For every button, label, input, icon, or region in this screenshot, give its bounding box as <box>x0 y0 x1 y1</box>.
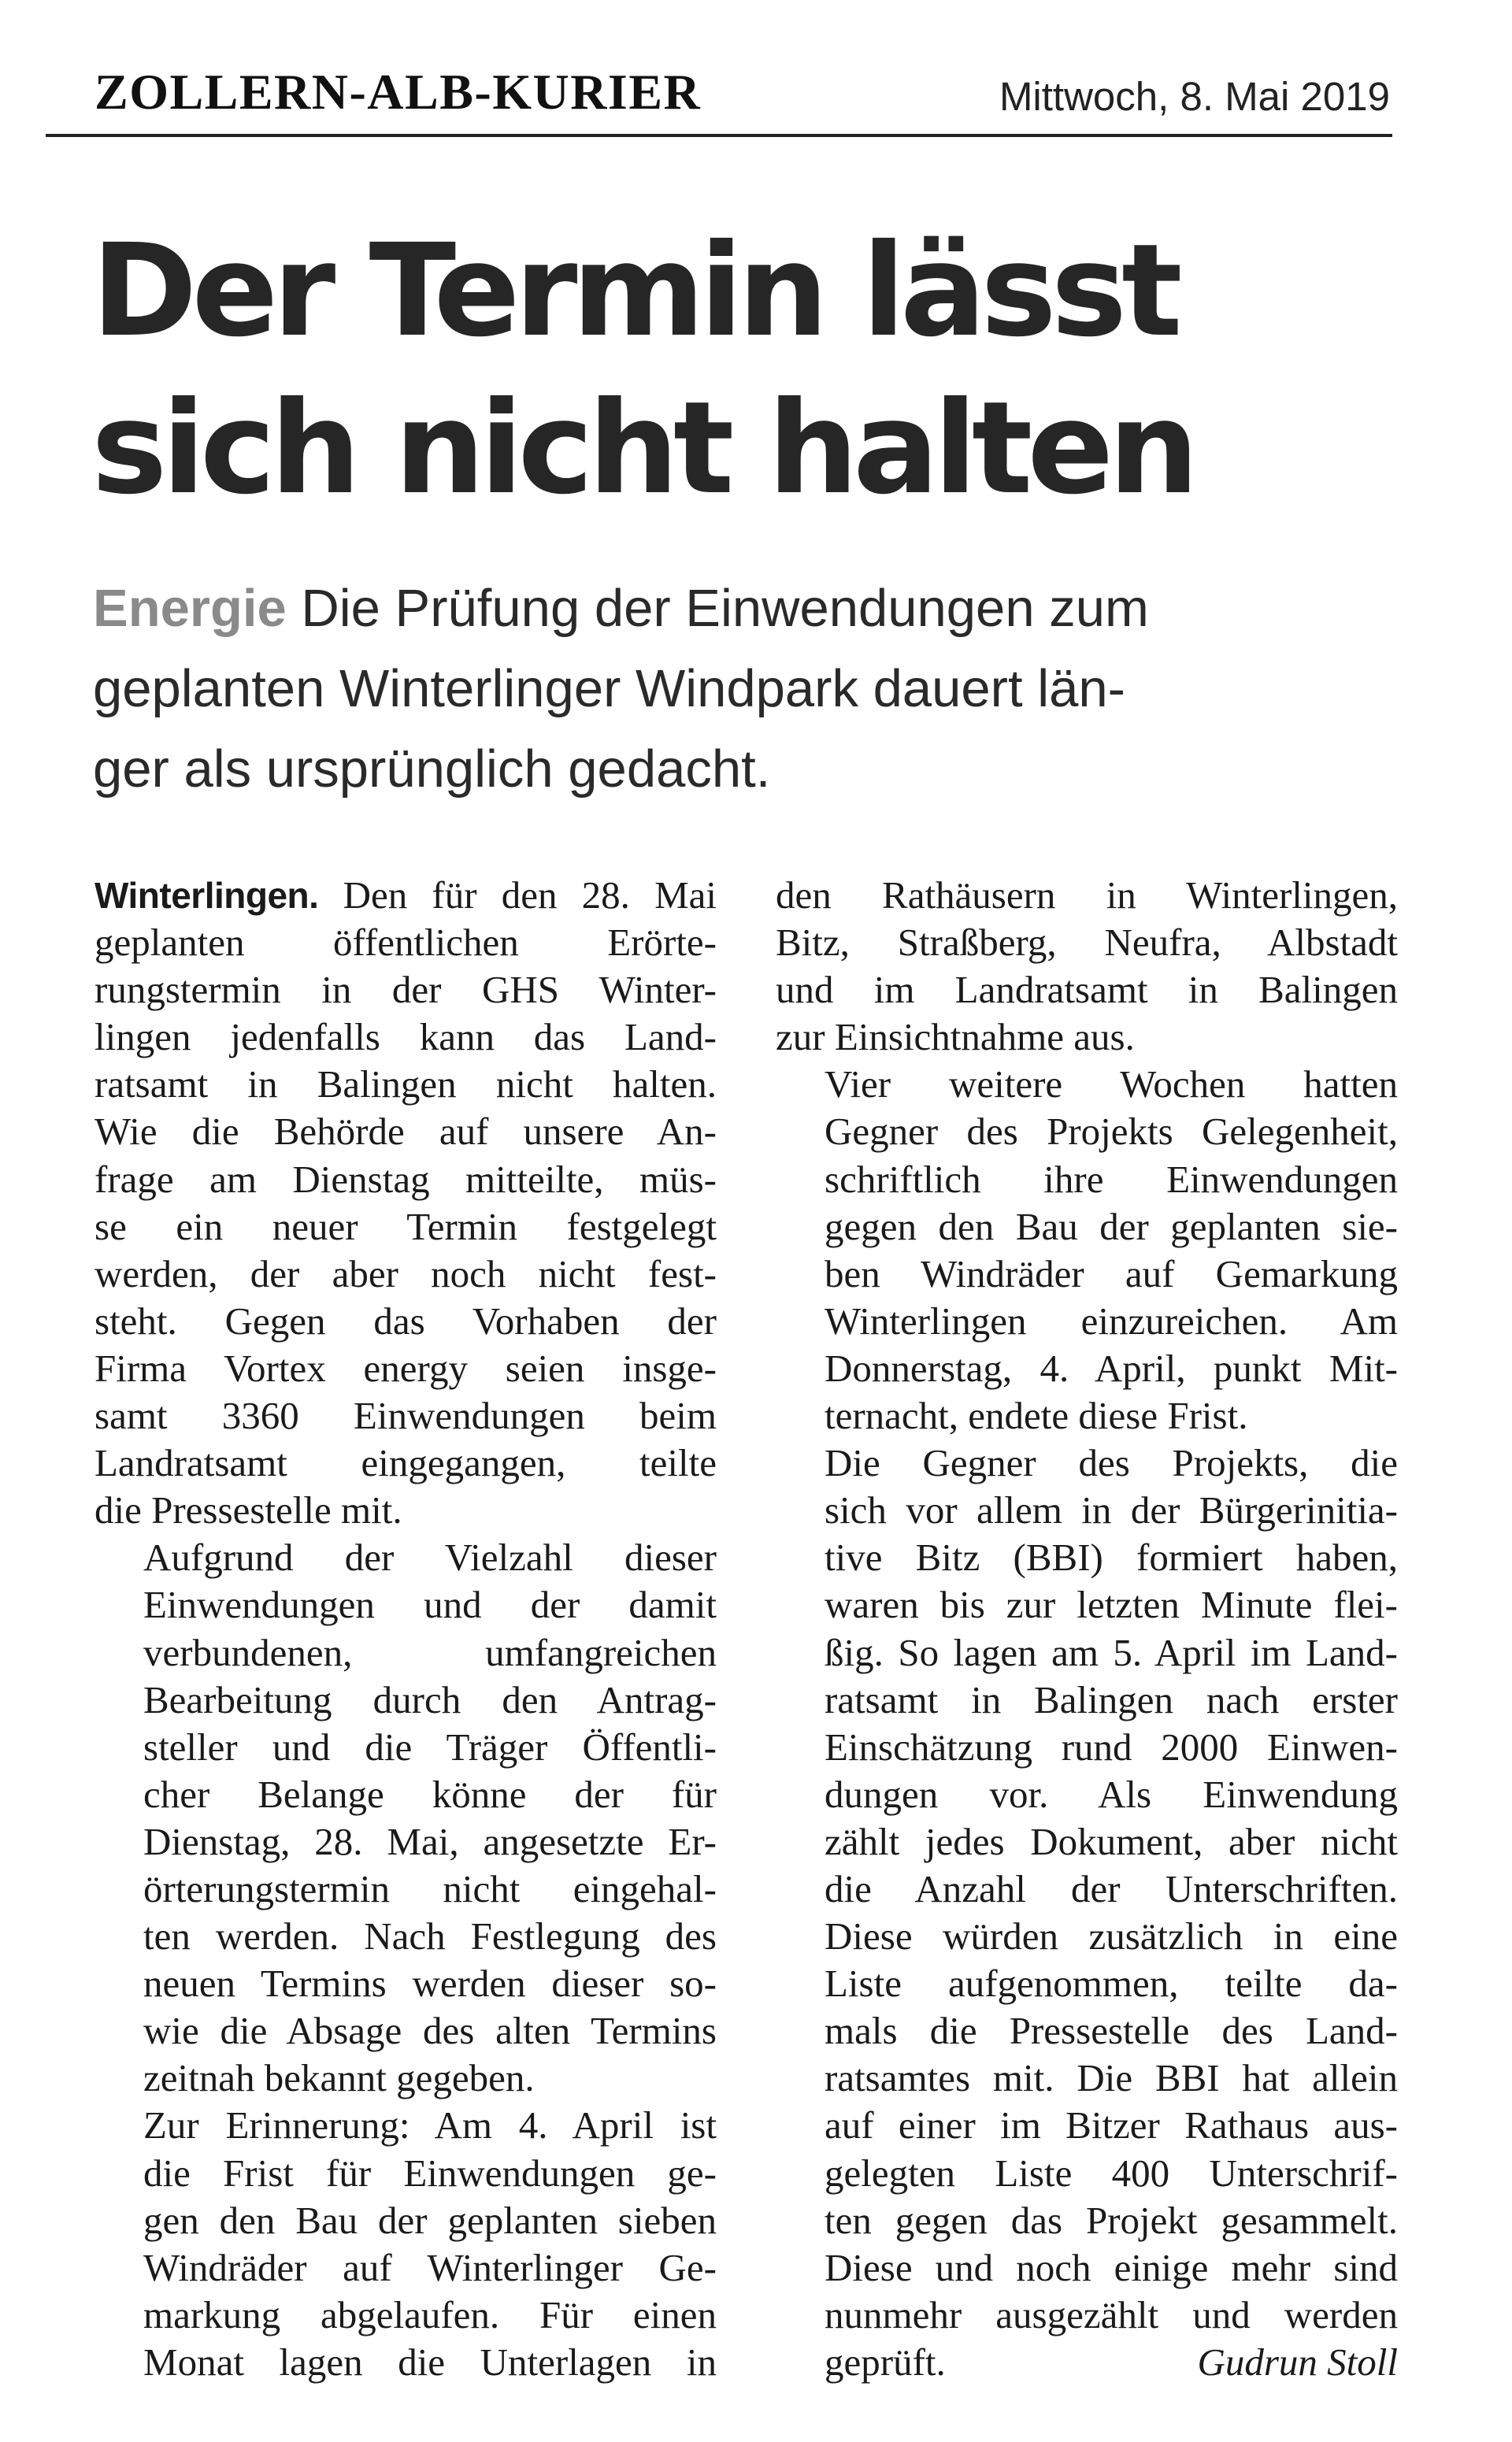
newspaper-name: ZOLLERN-ALB-KURIER <box>94 64 702 120</box>
text-line <box>94 919 717 966</box>
teaser-line: geplanten Winterlinger Windpark dauert län- <box>93 659 1125 718</box>
text-line <box>94 1724 717 1771</box>
text-line <box>94 1203 717 1251</box>
text-line-content: rungstermin in der GHS Winter- <box>94 968 717 1012</box>
text-line <box>94 1771 717 1818</box>
text-line <box>94 1913 717 1960</box>
text-line-content: ben Windräder auf Gemarkung <box>825 1251 1398 1295</box>
paragraph <box>94 872 717 1534</box>
text-line <box>776 1960 1398 2007</box>
text-line-content: Liste aufgenommen, teilte da- <box>825 1962 1398 2006</box>
text-line-content: schriftlich ihre Einwendungen <box>825 1157 1398 1201</box>
text-line <box>94 872 717 919</box>
text-line-content: Aufgrund der Vielzahl dieser <box>143 1536 717 1580</box>
text-line-content: Firma Vortex energy seien insge- <box>94 1346 717 1390</box>
text-line <box>776 1108 1398 1155</box>
text-line-content: markung abgelaufen. Für einen <box>143 2292 717 2336</box>
paragraph <box>776 872 1398 1061</box>
text-line <box>776 2244 1398 2292</box>
text-line-content: Donnerstag, 4. April, punkt Mit- <box>825 1346 1398 1390</box>
text-line-content: und im Landratsamt in Balingen <box>776 968 1398 1012</box>
text-line <box>776 1440 1398 1487</box>
text-line-content: auf einer im Bitzer Rathaus aus- <box>825 2103 1398 2147</box>
text-line-content: frage am Dienstag mitteilte, müs- <box>94 1157 717 1201</box>
text-line <box>776 1298 1398 1345</box>
text-line-content: Die Gegner des Projekts, die <box>825 1441 1398 1485</box>
text-line <box>776 2292 1398 2339</box>
text-line <box>94 1581 717 1629</box>
text-line-content: nunmehr ausgezählt und werden <box>825 2292 1398 2336</box>
text-line <box>776 1866 1398 1913</box>
text-line-content: Dienstag, 28. Mai, angesetzte Er- <box>143 1819 717 1863</box>
text-line <box>776 2007 1398 2055</box>
text-line <box>94 2292 717 2339</box>
headline <box>91 213 1430 528</box>
text-line-content: lingen jedenfalls kann das Land- <box>94 1015 717 1059</box>
text-line-content: tive Bitz (BBI) formiert haben, <box>825 1536 1398 1580</box>
text-line <box>94 1818 717 1866</box>
text-line-content: zeitnah bekannt gegeben. <box>143 2056 535 2100</box>
text-line <box>94 1345 717 1392</box>
text-line-content: die Frist für Einwendungen ge- <box>143 2151 717 2195</box>
text-line-content: ratsamt in Balingen nicht halten. <box>94 1062 717 1106</box>
text-line <box>776 1203 1398 1251</box>
text-line-content: Zur Erinnerung: Am 4. April ist <box>143 2103 717 2147</box>
text-line-content: Wie die Behörde auf unsere An- <box>94 1110 717 1154</box>
text-line-content: samt 3360 Einwendungen beim <box>94 1394 717 1438</box>
text-line-content: zählt jedes Dokument, aber nicht <box>825 1819 1398 1863</box>
text-line <box>94 1866 717 1913</box>
text-line <box>776 1392 1398 1440</box>
text-line <box>94 2007 717 2055</box>
text-line-content: mals die Pressestelle des Land- <box>825 2009 1398 2053</box>
text-line <box>776 1818 1398 1866</box>
text-line-content: ten werden. Nach Festlegung des <box>143 1914 717 1958</box>
text-line-content: ratsamt in Balingen nach erster <box>825 1677 1398 1721</box>
text-line <box>94 1251 717 1298</box>
text-line <box>94 1960 717 2007</box>
text-line <box>94 1156 717 1203</box>
text-line <box>776 919 1398 966</box>
teaser-line <box>93 569 1416 649</box>
text-line <box>776 1345 1398 1392</box>
text-line-content: Gegner des Projekts Gelegenheit, <box>825 1110 1398 1154</box>
text-line <box>776 1629 1398 1677</box>
text-line-content: verbundenen, umfangreichen <box>143 1630 717 1674</box>
text-line-content: die Pressestelle mit. <box>94 1488 402 1532</box>
text-line-content: wie die Absage des alten Termins <box>143 2009 717 2053</box>
text-line-content: Den für den 28. Mai <box>343 873 717 917</box>
text-line <box>94 2244 717 2292</box>
text-line <box>776 2055 1398 2102</box>
text-line <box>94 2197 717 2244</box>
text-line <box>94 2102 717 2149</box>
text-line-content: die Anzahl der Unterschriften. <box>825 1866 1398 1910</box>
text-line <box>94 1108 717 1155</box>
text-line <box>94 966 717 1013</box>
text-line <box>776 1013 1398 1061</box>
teaser <box>93 569 1416 810</box>
kicker: Energie <box>93 579 287 638</box>
text-line <box>776 1156 1398 1203</box>
text-line-content: ratsamtes mit. Die BBI hat allein <box>825 2056 1398 2100</box>
text-line-content: geplanten öffentlichen Erörte- <box>94 921 717 965</box>
text-line-content: gelegten Liste 400 Unterschrif- <box>825 2151 1398 2195</box>
text-line-content: Winterlingen einzureichen. Am <box>825 1299 1398 1343</box>
teaser-line: ger als ursprünglich gedacht. <box>93 739 771 799</box>
text-line <box>776 1913 1398 1960</box>
text-line <box>94 1298 717 1345</box>
paragraph <box>776 1061 1398 1440</box>
text-line-content: Einwendungen und der damit <box>143 1583 717 1627</box>
text-line-content: neuen Termins werden dieser so- <box>143 1962 717 2006</box>
text-line <box>94 1440 717 1487</box>
text-line-content: Monat lagen die Unterlagen in <box>143 2340 717 2384</box>
text-line-content: steht. Gegen das Vorhaben der <box>94 1299 717 1343</box>
text-line-content: Einschätzung rund 2000 Einwen- <box>825 1725 1398 1769</box>
dateline: Winterlingen. <box>94 875 319 916</box>
text-line <box>776 1771 1398 1818</box>
text-line <box>776 2197 1398 2244</box>
article-column-left <box>94 872 717 2386</box>
text-line-content: geprüft. <box>825 2340 946 2384</box>
masthead <box>94 65 1390 131</box>
text-line-content: Windräder auf Winterlinger Ge- <box>143 2245 717 2289</box>
text-line <box>94 2339 717 2386</box>
text-line <box>94 1487 717 1534</box>
text-line <box>776 1061 1398 1108</box>
text-line-content: steller und die Träger Öffentli- <box>143 1725 717 1769</box>
text-line-content: ternacht, endete diese Frist. <box>825 1394 1248 1438</box>
text-line-content: Vier weitere Wochen hatten <box>825 1062 1398 1106</box>
text-line <box>94 2055 717 2102</box>
text-line-content: gegen den Bau der geplanten sie- <box>825 1204 1398 1248</box>
text-line <box>94 1061 717 1108</box>
text-line <box>776 1487 1398 1534</box>
text-line-content: se ein neuer Termin festgelegt <box>94 1204 717 1248</box>
publication-date: Mittwoch, 8. Mai 2019 <box>999 74 1390 119</box>
masthead-rule <box>46 134 1392 137</box>
text-line-content: Diese und noch einige mehr sind <box>825 2245 1398 2289</box>
text-line-content: sich vor allem in der Bürgerinitia- <box>825 1488 1398 1532</box>
text-line <box>94 1013 717 1061</box>
text-line-content: den Rathäusern in Winterlingen, <box>776 873 1398 917</box>
text-line <box>776 2102 1398 2149</box>
text-line-content: ten gegen das Projekt gesammelt. <box>825 2198 1398 2242</box>
text-line-content: waren bis zur letzten Minute flei- <box>825 1583 1398 1627</box>
article-column-right <box>776 872 1398 2386</box>
text-line <box>94 1392 717 1440</box>
headline-line: sich nicht halten <box>91 375 1194 523</box>
text-line-content: Diese würden zusätzlich in eine <box>825 1914 1398 1958</box>
text-line-content: werden, der aber noch nicht fest- <box>94 1251 717 1295</box>
text-line <box>776 872 1398 919</box>
paragraph <box>94 1534 717 2102</box>
text-line-content: Landratsamt eingegangen, teilte <box>94 1441 717 1485</box>
text-line <box>776 1251 1398 1298</box>
text-line-content: Bitz, Straßberg, Neufra, Albstadt <box>776 921 1398 965</box>
paragraph <box>776 1440 1398 2386</box>
teaser-text: Die Prüfung der Einwendungen zum <box>301 579 1149 638</box>
text-line <box>776 1534 1398 1581</box>
text-line-content: ßig. So lagen am 5. April im Land- <box>825 1630 1398 1674</box>
text-line-content: gen den Bau der geplanten sieben <box>143 2198 717 2242</box>
headline-line: Der Termin lässt <box>91 217 1177 365</box>
text-line-content: zur Einsichtnahme aus. <box>776 1015 1135 1059</box>
text-line-content: Bearbeitung durch den Antrag- <box>143 1677 717 1721</box>
text-line <box>94 1629 717 1677</box>
text-line-content: cher Belange könne der für <box>143 1772 717 1816</box>
author-byline: Gudrun Stoll <box>1197 2340 1398 2384</box>
text-line <box>94 2150 717 2197</box>
text-line <box>94 1677 717 1724</box>
text-line <box>776 966 1398 1013</box>
text-line-content: örterungstermin nicht eingehal- <box>143 1866 717 1910</box>
text-line <box>776 1581 1398 1629</box>
text-line <box>776 1724 1398 1771</box>
text-line <box>94 1534 717 1581</box>
paragraph <box>94 2102 717 2386</box>
text-line <box>776 2150 1398 2197</box>
text-line <box>776 2339 1398 2386</box>
text-line-content: dungen vor. Als Einwendung <box>825 1772 1398 1816</box>
text-line <box>776 1677 1398 1724</box>
